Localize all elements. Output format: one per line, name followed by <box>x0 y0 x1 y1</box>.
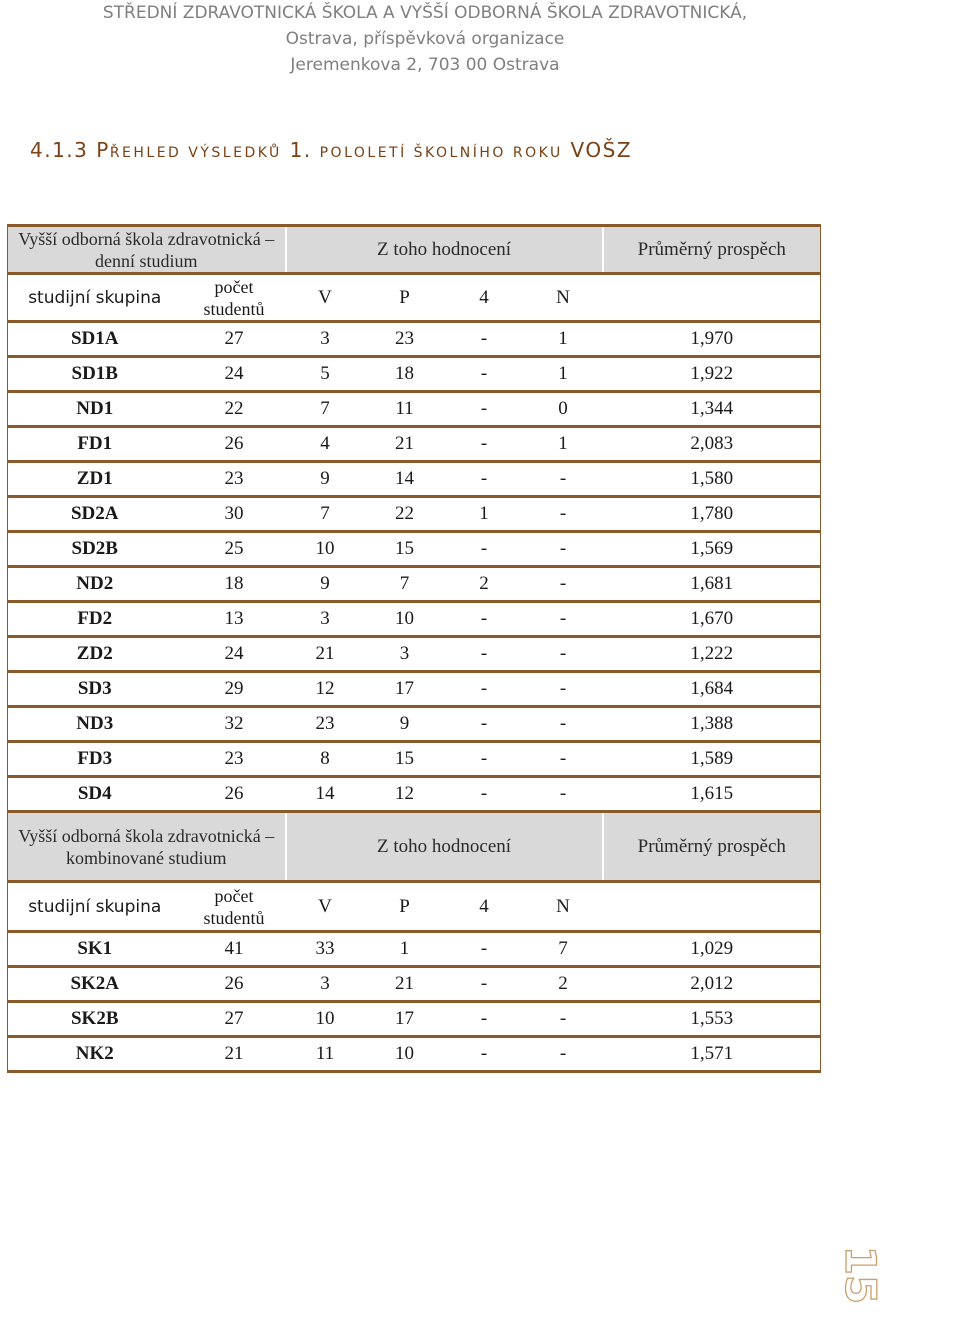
table-row <box>8 602 821 637</box>
four-cell: - <box>445 777 524 812</box>
v-cell: 7 <box>286 392 365 427</box>
four-cell: - <box>445 357 524 392</box>
v-cell: 21 <box>286 637 365 672</box>
v-cell: 3 <box>286 322 365 357</box>
combined-avg-header: Průměrný prospěch <box>603 812 821 882</box>
count-cell: 18 <box>183 567 286 602</box>
avg-cell: 1,571 <box>603 1037 821 1072</box>
avg-cell: 2,012 <box>603 967 821 1002</box>
avg-cell: 1,670 <box>603 602 821 637</box>
group-cell: SD2B <box>8 532 183 567</box>
count-cell: 24 <box>183 637 286 672</box>
four-cell: - <box>445 1002 524 1037</box>
avg-cell: 1,580 <box>603 462 821 497</box>
count-cell: 13 <box>183 602 286 637</box>
table-row <box>8 427 821 462</box>
p-cell: 21 <box>365 967 445 1002</box>
group-cell: FD3 <box>8 742 183 777</box>
v-cell: 12 <box>286 672 365 707</box>
group-cell: SD3 <box>8 672 183 707</box>
daily-study-title: Vyšší odborná škola zdravotnická – denní studium <box>8 226 286 274</box>
v-cell: 4 <box>286 427 365 462</box>
p-cell: 10 <box>365 602 445 637</box>
group-cell: FD2 <box>8 602 183 637</box>
four-cell: - <box>445 707 524 742</box>
n-cell: - <box>524 532 603 567</box>
n-cell: - <box>524 672 603 707</box>
school-header <box>0 0 850 78</box>
daily-col-n: N <box>524 274 603 322</box>
header-address: Jeremenkova 2, 703 00 Ostrava <box>290 55 560 75</box>
avg-cell: 1,569 <box>603 532 821 567</box>
section-title-cap: P <box>96 138 110 162</box>
section-title-mid: 1. <box>289 138 312 162</box>
daily-subheader-row <box>8 274 821 322</box>
daily-avg-empty <box>603 274 821 322</box>
group-cell: SD4 <box>8 777 183 812</box>
combined-avg-empty <box>603 882 821 932</box>
combined-col-p: P <box>365 882 445 932</box>
avg-cell: 1,684 <box>603 672 821 707</box>
group-cell: ND3 <box>8 707 183 742</box>
group-cell: SK1 <box>8 932 183 967</box>
table-row <box>8 532 821 567</box>
daily-z-toho-header: Z toho hodnocení <box>286 226 603 274</box>
avg-cell: 1,589 <box>603 742 821 777</box>
four-cell: - <box>445 427 524 462</box>
group-cell: SK2A <box>8 967 183 1002</box>
section-title <box>30 138 632 162</box>
p-cell: 9 <box>365 707 445 742</box>
p-cell: 21 <box>365 427 445 462</box>
results-table <box>7 224 821 1073</box>
table-row <box>8 322 821 357</box>
n-cell: 2 <box>524 967 603 1002</box>
p-cell: 7 <box>365 567 445 602</box>
table-row <box>8 567 821 602</box>
group-cell: SD1A <box>8 322 183 357</box>
daily-count-label: počet studentů <box>183 274 286 322</box>
daily-group-label: studijní skupina <box>8 274 183 322</box>
table-row <box>8 672 821 707</box>
count-cell: 27 <box>183 1002 286 1037</box>
table-row <box>8 742 821 777</box>
p-cell: 14 <box>365 462 445 497</box>
n-cell: 0 <box>524 392 603 427</box>
p-cell: 17 <box>365 672 445 707</box>
four-cell: - <box>445 672 524 707</box>
combined-col-n: N <box>524 882 603 932</box>
n-cell: - <box>524 602 603 637</box>
table-row <box>8 932 821 967</box>
avg-cell: 1,388 <box>603 707 821 742</box>
group-cell: NK2 <box>8 1037 183 1072</box>
combined-col-v: V <box>286 882 365 932</box>
table-row <box>8 462 821 497</box>
avg-cell: 1,222 <box>603 637 821 672</box>
p-cell: 15 <box>365 742 445 777</box>
avg-cell: 1,681 <box>603 567 821 602</box>
p-cell: 12 <box>365 777 445 812</box>
table-row <box>8 392 821 427</box>
p-cell: 3 <box>365 637 445 672</box>
group-cell: ZD2 <box>8 637 183 672</box>
n-cell: 1 <box>524 357 603 392</box>
table-row <box>8 497 821 532</box>
count-cell: 24 <box>183 357 286 392</box>
n-cell: 1 <box>524 322 603 357</box>
group-cell: ND2 <box>8 567 183 602</box>
v-cell: 9 <box>286 462 365 497</box>
v-cell: 7 <box>286 497 365 532</box>
table-row <box>8 1002 821 1037</box>
count-cell: 21 <box>183 1037 286 1072</box>
combined-study-title: Vyšší odborná škola zdravotnická – kombinované studium <box>8 812 286 882</box>
combined-col-4: 4 <box>445 882 524 932</box>
four-cell: - <box>445 967 524 1002</box>
avg-cell: 1,029 <box>603 932 821 967</box>
four-cell: - <box>445 1037 524 1072</box>
v-cell: 3 <box>286 602 365 637</box>
group-cell: SD1B <box>8 357 183 392</box>
avg-cell: 1,780 <box>603 497 821 532</box>
section-number: 4.1.3 <box>30 138 89 162</box>
daily-col-p: P <box>365 274 445 322</box>
avg-cell: 1,615 <box>603 777 821 812</box>
n-cell: - <box>524 567 603 602</box>
v-cell: 14 <box>286 777 365 812</box>
p-cell: 23 <box>365 322 445 357</box>
combined-z-toho-header: Z toho hodnocení <box>286 812 603 882</box>
count-cell: 29 <box>183 672 286 707</box>
group-cell: FD1 <box>8 427 183 462</box>
p-cell: 15 <box>365 532 445 567</box>
v-cell: 23 <box>286 707 365 742</box>
p-cell: 1 <box>365 932 445 967</box>
four-cell: - <box>445 532 524 567</box>
v-cell: 10 <box>286 1002 365 1037</box>
four-cell: 1 <box>445 497 524 532</box>
n-cell: - <box>524 777 603 812</box>
table-row <box>8 967 821 1002</box>
n-cell: - <box>524 1002 603 1037</box>
four-cell: - <box>445 932 524 967</box>
n-cell: - <box>524 637 603 672</box>
p-cell: 18 <box>365 357 445 392</box>
avg-cell: 1,970 <box>603 322 821 357</box>
n-cell: - <box>524 707 603 742</box>
p-cell: 11 <box>365 392 445 427</box>
count-cell: 41 <box>183 932 286 967</box>
avg-cell: 1,553 <box>603 1002 821 1037</box>
avg-cell: 1,344 <box>603 392 821 427</box>
four-cell: - <box>445 602 524 637</box>
daily-avg-header: Průměrný prospěch <box>603 226 821 274</box>
combined-study-section <box>8 812 821 1072</box>
count-cell: 26 <box>183 427 286 462</box>
count-cell: 26 <box>183 777 286 812</box>
four-cell: 2 <box>445 567 524 602</box>
header-school-name: STŘEDNÍ ZDRAVOTNICKÁ ŠKOLA A VYŠŠÍ ODBORNÁ ŠKOLA ZDRAVOTNICKÁ, <box>102 3 748 23</box>
table-row <box>8 357 821 392</box>
table-row <box>8 707 821 742</box>
header-organization: Ostrava, příspěvková organizace <box>285 29 565 49</box>
n-cell: 1 <box>524 427 603 462</box>
group-cell: ND1 <box>8 392 183 427</box>
four-cell: - <box>445 322 524 357</box>
v-cell: 8 <box>286 742 365 777</box>
n-cell: - <box>524 1037 603 1072</box>
daily-col-4: 4 <box>445 274 524 322</box>
four-cell: - <box>445 462 524 497</box>
daily-header-row <box>8 226 821 274</box>
daily-study-section <box>8 226 821 812</box>
n-cell: - <box>524 742 603 777</box>
n-cell: 7 <box>524 932 603 967</box>
combined-group-label: studijní skupina <box>8 882 183 932</box>
group-cell: ZD1 <box>8 462 183 497</box>
count-cell: 22 <box>183 392 286 427</box>
v-cell: 9 <box>286 567 365 602</box>
count-cell: 25 <box>183 532 286 567</box>
four-cell: - <box>445 742 524 777</box>
avg-cell: 1,922 <box>603 357 821 392</box>
count-cell: 30 <box>183 497 286 532</box>
p-cell: 10 <box>365 1037 445 1072</box>
count-cell: 27 <box>183 322 286 357</box>
v-cell: 5 <box>286 357 365 392</box>
section-title-part1: ŘEHLED VÝSLEDKŮ <box>109 145 282 161</box>
count-cell: 23 <box>183 742 286 777</box>
group-cell: SD2A <box>8 497 183 532</box>
count-cell: 32 <box>183 707 286 742</box>
section-title-part2: POLOLETÍ ŠKOLNÍHO ROKU <box>319 145 563 161</box>
group-cell: SK2B <box>8 1002 183 1037</box>
count-cell: 23 <box>183 462 286 497</box>
p-cell: 17 <box>365 1002 445 1037</box>
v-cell: 3 <box>286 967 365 1002</box>
n-cell: - <box>524 497 603 532</box>
v-cell: 33 <box>286 932 365 967</box>
four-cell: - <box>445 637 524 672</box>
n-cell: - <box>524 462 603 497</box>
v-cell: 11 <box>286 1037 365 1072</box>
p-cell: 22 <box>365 497 445 532</box>
table-row <box>8 1037 821 1072</box>
count-cell: 26 <box>183 967 286 1002</box>
table-row <box>8 777 821 812</box>
combined-subheader-row <box>8 882 821 932</box>
v-cell: 10 <box>286 532 365 567</box>
combined-count-label: počet studentů <box>183 882 286 932</box>
avg-cell: 2,083 <box>603 427 821 462</box>
section-title-end: VOŠZ <box>570 138 633 162</box>
four-cell: - <box>445 392 524 427</box>
daily-col-v: V <box>286 274 365 322</box>
page-number: 15 <box>836 1245 886 1305</box>
combined-header-row <box>8 812 821 882</box>
table-row <box>8 637 821 672</box>
